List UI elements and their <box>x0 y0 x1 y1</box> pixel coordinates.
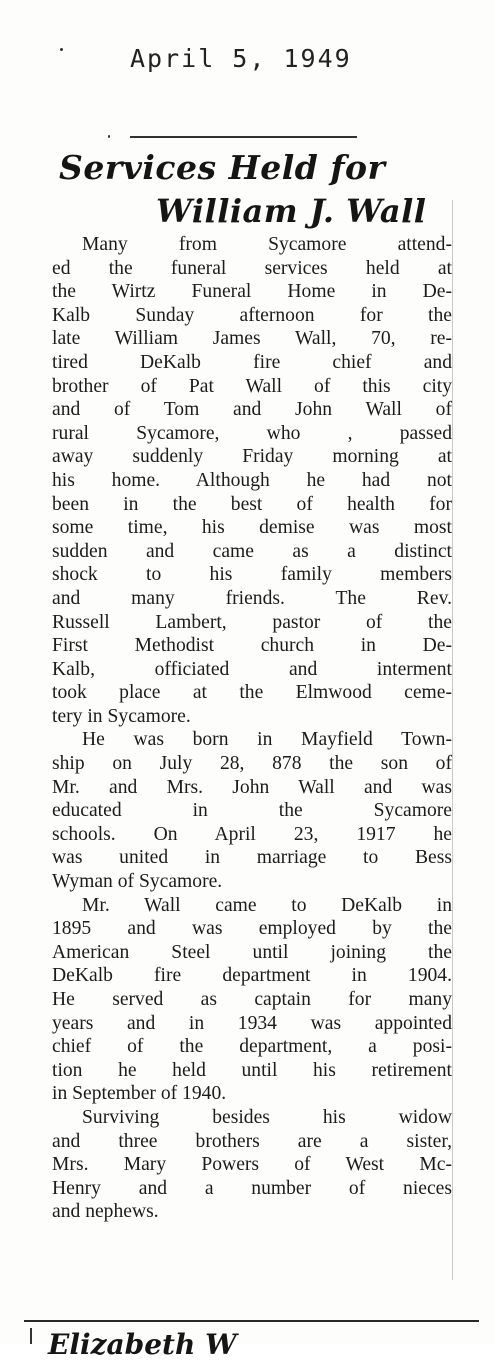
article-line: and of Tom and John Wall of <box>52 399 452 421</box>
article-line: chief of the department, a posi- <box>52 1036 452 1058</box>
article-line: First Methodist church in De- <box>52 635 452 657</box>
article-line: tion he held until his retirement <box>52 1059 452 1081</box>
scan-speck <box>60 48 63 51</box>
article-line: Mrs. Mary Powers of West Mc- <box>52 1154 452 1176</box>
article-line: was united in marriage to Bess <box>52 847 452 869</box>
article-line: sudden and came as a distinct <box>52 540 452 562</box>
article-line: Mr. Wall came to DeKalb in <box>82 894 452 916</box>
article-line: He was born in Mayfield Town- <box>82 729 452 751</box>
article-line: late William James Wall, 70, re- <box>52 328 452 350</box>
article-line: the Wirtz Funeral Home in De- <box>52 281 452 303</box>
article-line: Kalb, officiated and interment <box>52 658 452 680</box>
article-line: shock to his family members <box>52 564 452 586</box>
article-body <box>52 233 452 1224</box>
article-line: Russell Lambert, pastor of the <box>52 611 452 633</box>
article-line: rural Sycamore, who , passed <box>52 422 452 444</box>
clipping-edge <box>452 200 453 1280</box>
article-line: Kalb Sunday afternoon for the <box>52 304 452 326</box>
headline-rule <box>130 136 357 138</box>
article-line: He served as captain for many <box>52 989 452 1010</box>
article-line: schools. On April 23, 1917 he <box>52 823 452 845</box>
next-article-headline: Elizabeth W <box>48 1328 237 1361</box>
article-separator-rule <box>24 1320 479 1322</box>
article-line: and nephews. <box>52 1201 159 1223</box>
article-line: away suddenly Friday morning at <box>52 446 452 468</box>
headline-line-2: William J. Wall <box>156 192 427 230</box>
article-line: in September of 1940. <box>52 1083 227 1105</box>
article-line: his home. Although he had not <box>52 469 452 491</box>
article-line: educated in the Sycamore <box>52 800 452 822</box>
article-line: ship on July 28, 878 the son of <box>52 753 452 775</box>
headline-line-1: Services Held for <box>59 148 386 187</box>
typed-date: April 5, 1949 <box>130 44 352 73</box>
article-line: brother of Pat Wall of this city <box>52 375 452 397</box>
article-line: Wyman of Sycamore. <box>52 871 223 893</box>
article-line: some time, his demise was most <box>52 517 452 539</box>
article-line: tery in Sycamore. <box>52 705 191 727</box>
article-line: took place at the Elmwood ceme- <box>52 682 452 704</box>
article-line: Surviving besides his widow <box>82 1106 452 1128</box>
article-line: and many friends. The Rev. <box>52 587 452 609</box>
article-line: DeKalb fire department in 1904. <box>52 965 452 987</box>
article-line: American Steel until joining the <box>52 941 452 963</box>
article-line: and three brothers are a sister, <box>52 1130 452 1152</box>
article-line: Mr. and Mrs. John Wall and was <box>52 776 452 798</box>
article-line: years and in 1934 was appointed <box>52 1012 452 1034</box>
article-line: Many from Sycamore attend- <box>82 234 452 255</box>
article-line: ed the funeral services held at <box>52 257 452 279</box>
column-mark <box>30 1328 32 1344</box>
article-line: 1895 and was employed by the <box>52 918 452 940</box>
article-line: tired DeKalb fire chief and <box>52 351 452 373</box>
article-line: Henry and a number of nieces <box>52 1177 452 1199</box>
article-line: been in the best of health for <box>52 493 452 515</box>
